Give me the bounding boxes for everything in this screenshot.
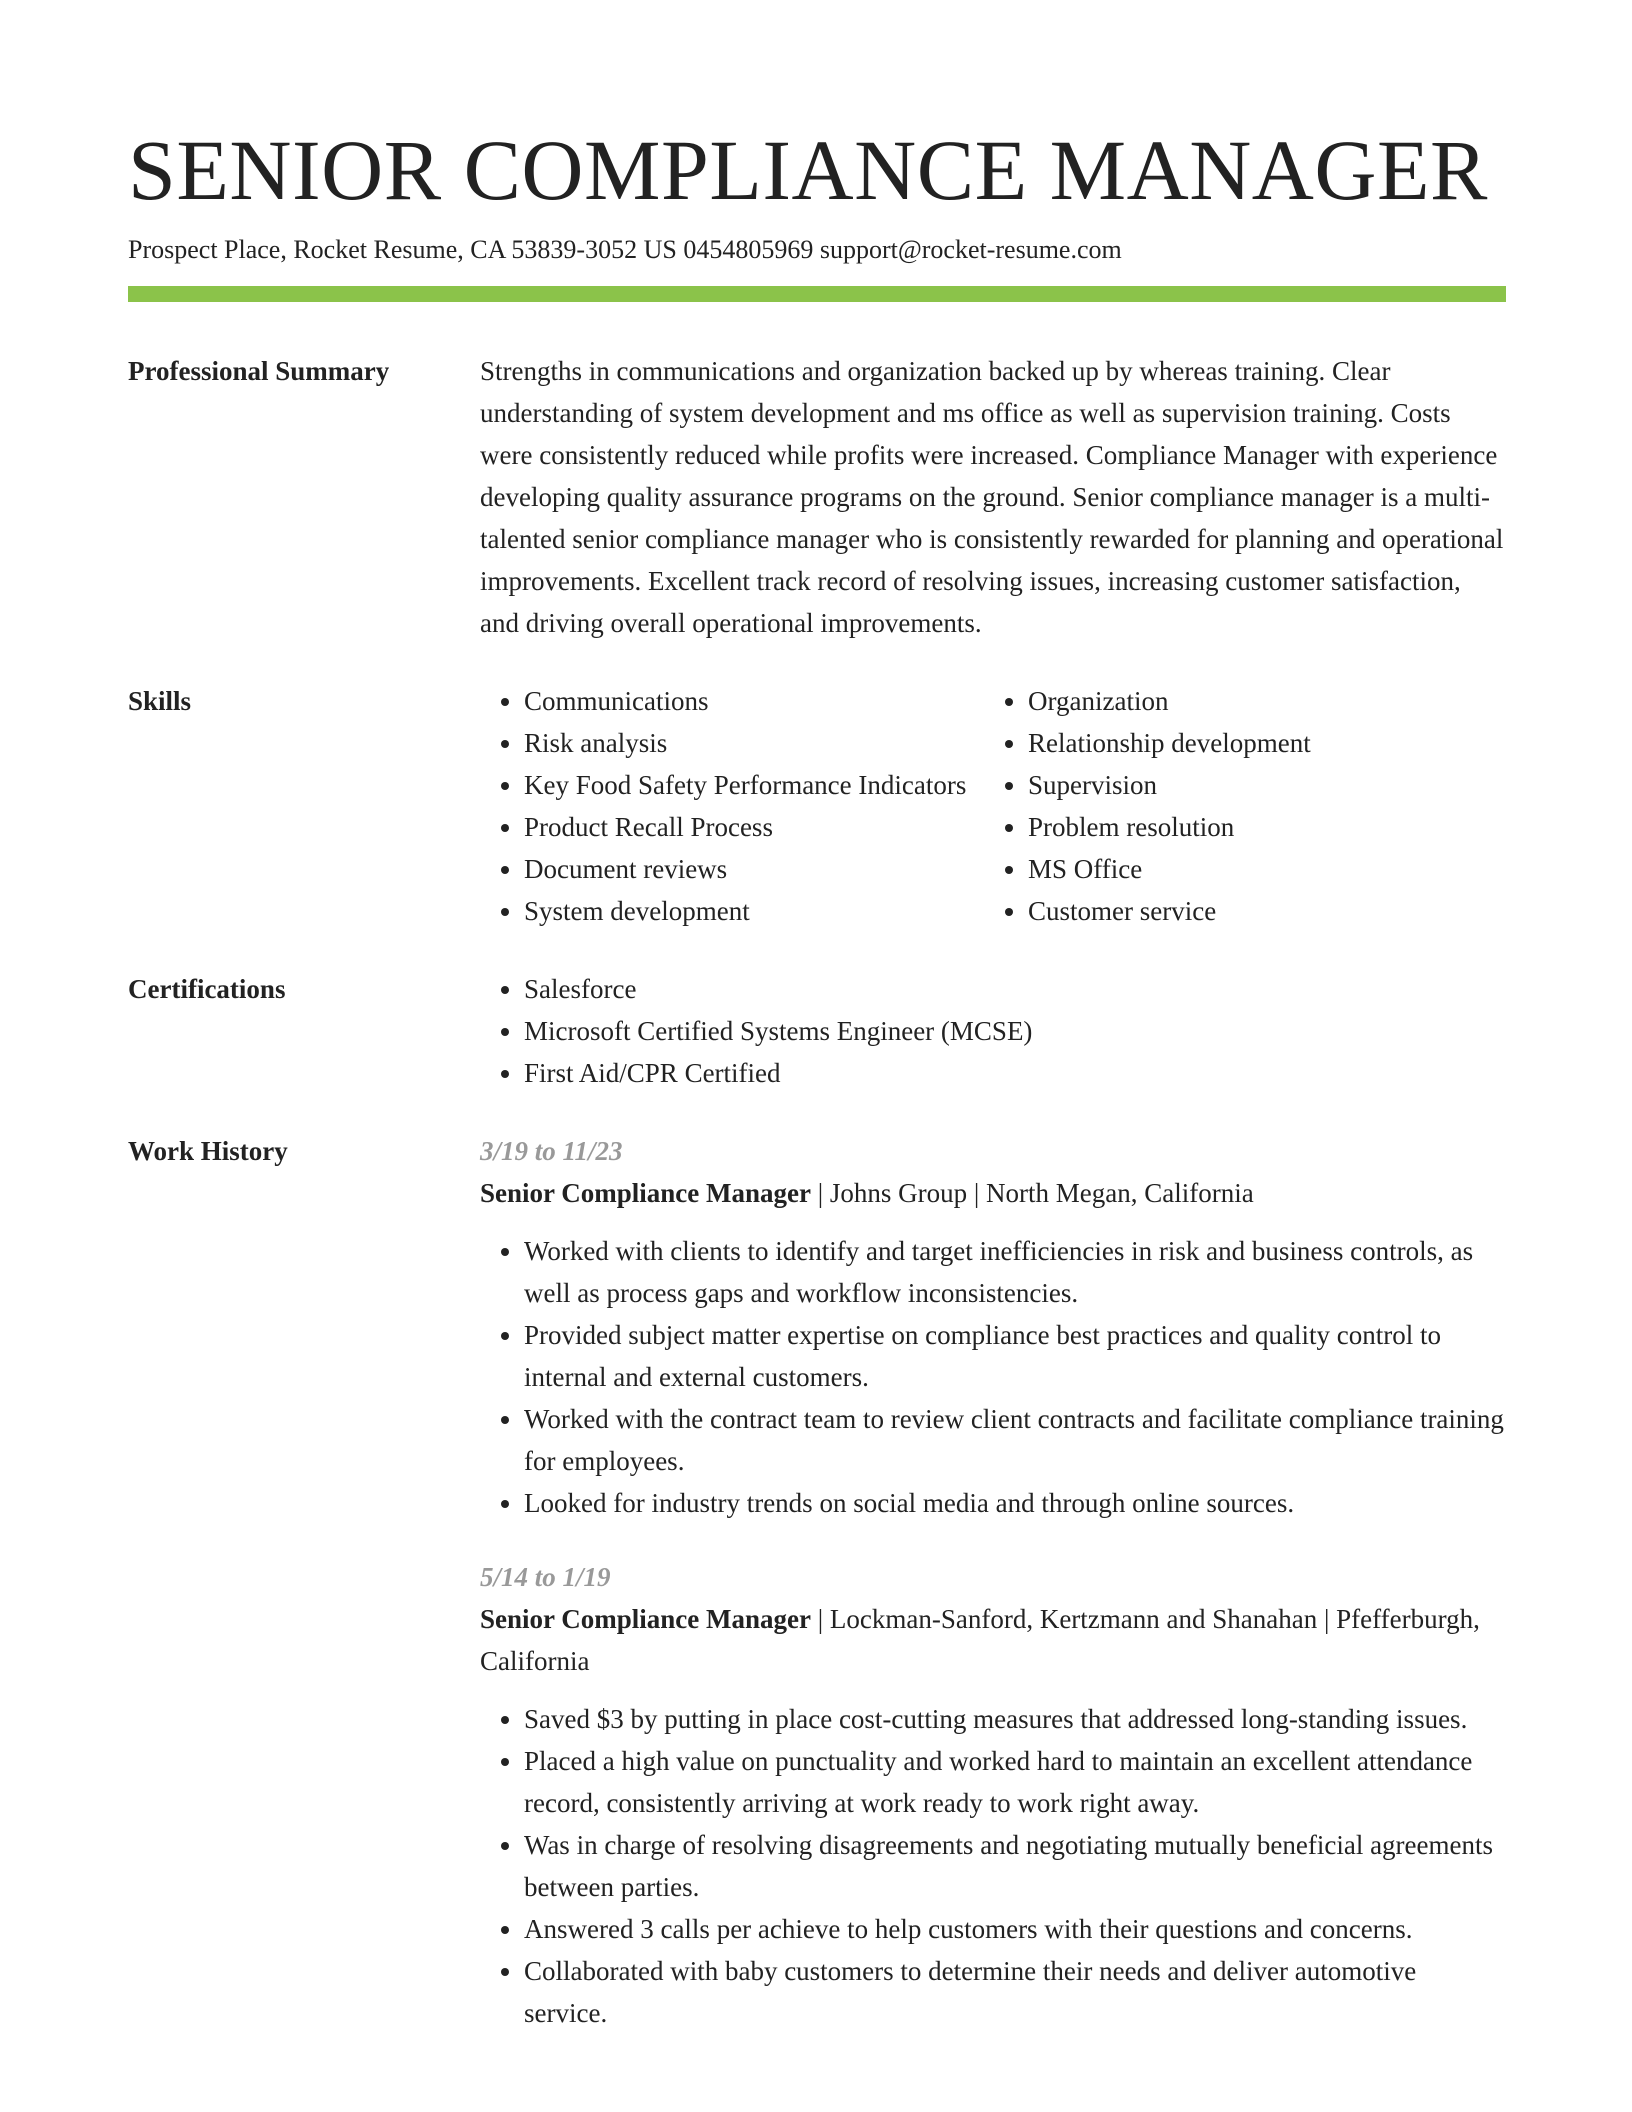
section-label-work-history: Work History — [128, 1136, 288, 1166]
certifications-list — [480, 968, 1506, 1094]
job-dates: 5/14 to 1/19 — [480, 1562, 611, 1592]
skills-list-left — [480, 680, 984, 932]
job-bullets — [480, 1698, 1506, 2034]
list-item: • Customer service — [1028, 890, 1506, 932]
job-entry — [480, 1556, 1506, 2034]
list-item: • Worked with the contract team to review client contracts and facilitate compliance training for employees. — [524, 1398, 1506, 1482]
list-item: • Relationship development — [1028, 722, 1506, 764]
section-label-certifications: Certifications — [128, 974, 286, 1004]
candidate-name: SENIOR COMPLIANCE MANAGER — [128, 122, 1488, 218]
list-item: • Saved $3 by putting in place cost-cutting measures that addressed long-standing issues. — [524, 1698, 1506, 1740]
list-item: • Looked for industry trends on social media and through online sources. — [524, 1482, 1506, 1524]
list-item: • Risk analysis — [524, 722, 984, 764]
certifications-section — [128, 968, 1506, 1094]
list-item: • Answered 3 calls per achieve to help customers with their questions and concerns. — [524, 1908, 1506, 1950]
job-dates: 3/19 to 11/23 — [480, 1136, 623, 1166]
list-item: • Worked with clients to identify and target inefficiencies in risk and business controls, as well as process gaps and workflow inconsistencies. — [524, 1230, 1506, 1314]
job-title: Senior Compliance Manager — [480, 1178, 811, 1208]
job-heading — [480, 1172, 1506, 1214]
list-item: • Problem resolution — [1028, 806, 1506, 848]
list-item: • Microsoft Certified Systems Engineer (MCSE) — [524, 1010, 1506, 1052]
job-title: Senior Compliance Manager — [480, 1604, 811, 1634]
header-divider — [128, 286, 1506, 302]
list-item: • Product Recall Process — [524, 806, 984, 848]
list-item: • System development — [524, 890, 984, 932]
skills-list-right — [984, 680, 1506, 932]
work-history-section — [128, 1130, 1506, 2034]
list-item: • MS Office — [1028, 848, 1506, 890]
list-item: • Organization — [1028, 680, 1506, 722]
resume-page — [128, 120, 1506, 2034]
skills-section — [128, 680, 1506, 932]
list-item: • First Aid/CPR Certified — [524, 1052, 1506, 1094]
list-item: • Communications — [524, 680, 984, 722]
list-item: • Salesforce — [524, 968, 1506, 1010]
job-heading — [480, 1598, 1506, 1682]
list-item: • Document reviews — [524, 848, 984, 890]
list-item: • Was in charge of resolving disagreements and negotiating mutually beneficial agreements between parties. — [524, 1824, 1506, 1908]
list-item: • Placed a high value on punctuality and worked hard to maintain an excellent attendance record, consistently arriving at work ready to work right away. — [524, 1740, 1506, 1824]
contact-line: Prospect Place, Rocket Resume, CA 53839-3052 US 0454805969 support@rocket-resume.com — [128, 235, 1122, 264]
job-details: | Lockman-Sanford, Kertzmann and Shanahan | Pfefferburgh, California — [480, 1604, 1480, 1676]
list-item: • Collaborated with baby customers to determine their needs and deliver automotive service. — [524, 1950, 1506, 2034]
job-entry — [480, 1130, 1506, 1524]
section-label-summary: Professional Summary — [128, 356, 390, 386]
list-item: • Key Food Safety Performance Indicators — [524, 764, 984, 806]
summary-section — [128, 350, 1506, 644]
job-bullets — [480, 1230, 1506, 1524]
section-label-skills: Skills — [128, 686, 192, 716]
summary-text: Strengths in communications and organization backed up by whereas training. Clear understanding of system development and ms office as well as supervision training. Costs were consistently reduced while profits were increased. Compliance Manager with experience developing quality assurance programs on the ground. Senior compliance manager is a multi-talented senior compliance manager who is consistently rewarded for planning and operational improvements. Excellent track record of resolving issues, increasing customer satisfaction, and driving overall operational improvements. — [480, 356, 1504, 638]
list-item: • Provided subject matter expertise on compliance best practices and quality control to internal and external customers. — [524, 1314, 1506, 1398]
job-details: | Johns Group | North Megan, California — [810, 1178, 1254, 1208]
list-item: • Supervision — [1028, 764, 1506, 806]
